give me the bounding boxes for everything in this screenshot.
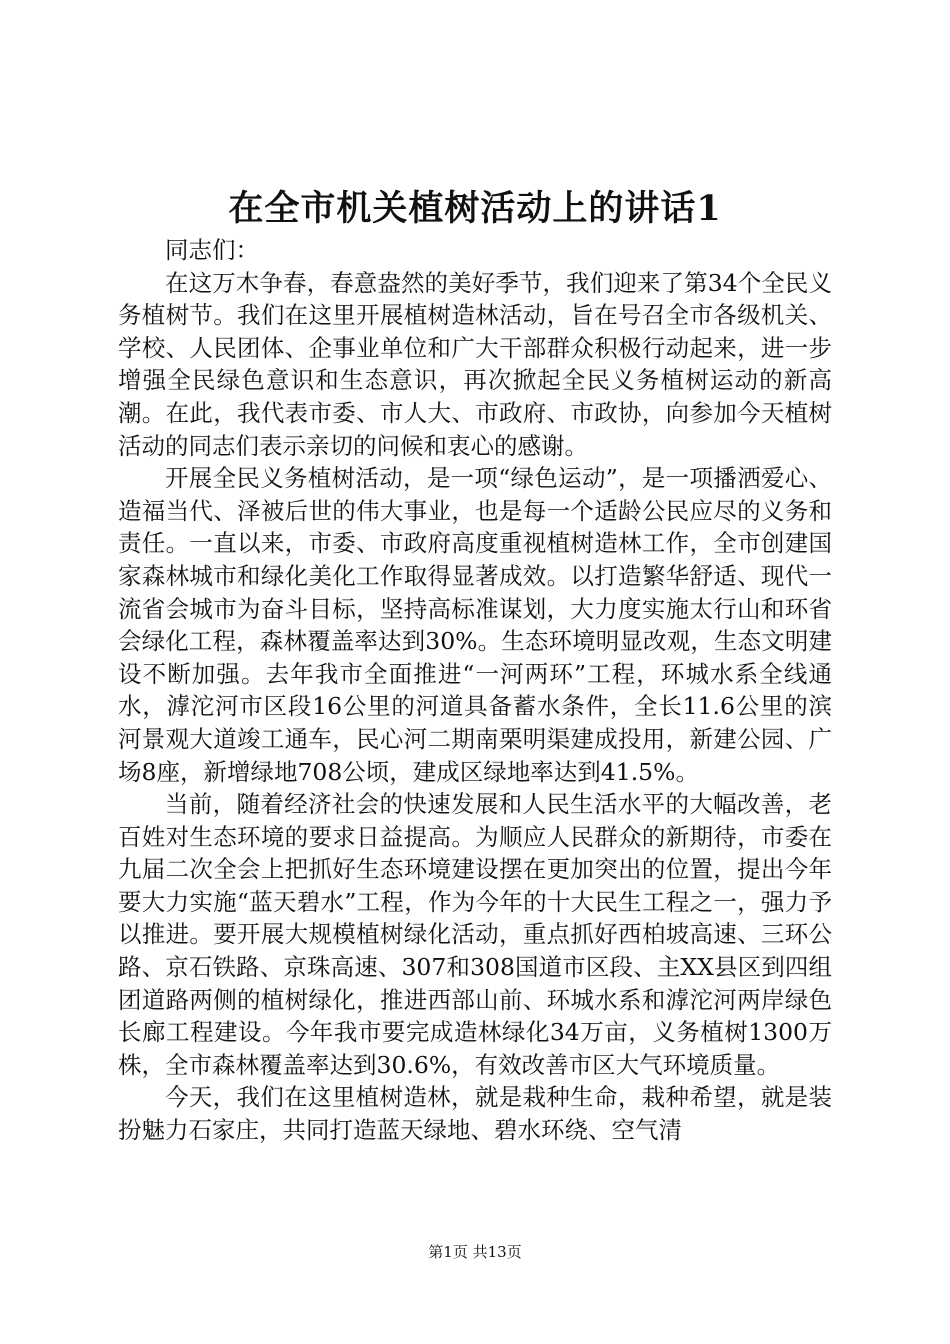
paragraph-2: 开展全民义务植树活动，是一项“绿色运动”，是一项播洒爱心、造福当代、泽被后世的伟大事业，也是每一个适龄公民应尽的义务和责任。一直以来，市委、市政府高度重视植树造林工作，全市创建国家森林城市和绿化美化工作取得显著成效。以打造繁华舒适、现代一流省会城市为奋斗目标，坚持高标准谋划，大力度实施太行山和环省会绿化工程，森林覆盖率达到30%。生态环境明显改观，生态文明建设不断加强。去年我市全面推进“一河两环”工程，环城水系全线通水，滹沱河市区段16公里的河道具备蓄水条件，全长11.6公里的滨河景观大道竣工通车，民心河二期南栗明渠建成投用，新建公园、广场8座，新增绿地708公顷，建成区绿地率达到41.5%。 xyxy=(118,464,832,786)
paragraph-4: 今天，我们在这里植树造林，就是栽种生命，栽种希望，就是装扮魅力石家庄，共同打造蓝天绿地、碧水环绕、空气清 xyxy=(118,1083,832,1145)
salutation: 同志们： xyxy=(165,236,259,264)
document-title: 在全市机关植树活动上的讲话1 xyxy=(228,188,722,229)
paragraph-1: 在这万木争春，春意盎然的美好季节，我们迎来了第34个全民义务植树节。我们在这里开展植树造林活动，旨在号召全市各级机关、学校、人民团体、企事业单位和广大干部群众积极行动起来，进一步增强全民绿色意识和生态意识，再次掀起全民义务植树运动的新高潮。在此，我代表市委、市人大、市政府、市政协，向参加今天植树活动的同志们表示亲切的问候和衷心的感谢。 xyxy=(118,268,832,460)
document-body xyxy=(118,234,832,1147)
paragraph-3: 当前，随着经济社会的快速发展和人民生活水平的大幅改善，老百姓对生态环境的要求日益提高。为顺应人民群众的新期待，市委在九届二次全会上把抓好生态环境建设摆在更加突出的位置，提出今年要大力实施“蓝天碧水”工程，作为今年的十大民生工程之一，强力予以推进。要开展大规模植树绿化活动，重点抓好西柏坡高速、三环公路、京石铁路、京珠高速、307和308国道市区段、主XX县区到四组团道路两侧的植树绿化，推进西部山前、环城水系和滹沱河两岸绿色长廊工程建设。今年我市要完成造林绿化34万亩，义务植树1300万株，全市森林覆盖率达到30.6%，有效改善市区大气环境质量。 xyxy=(118,790,832,1079)
page-number-footer: 第1页 共13页 xyxy=(428,1243,522,1261)
